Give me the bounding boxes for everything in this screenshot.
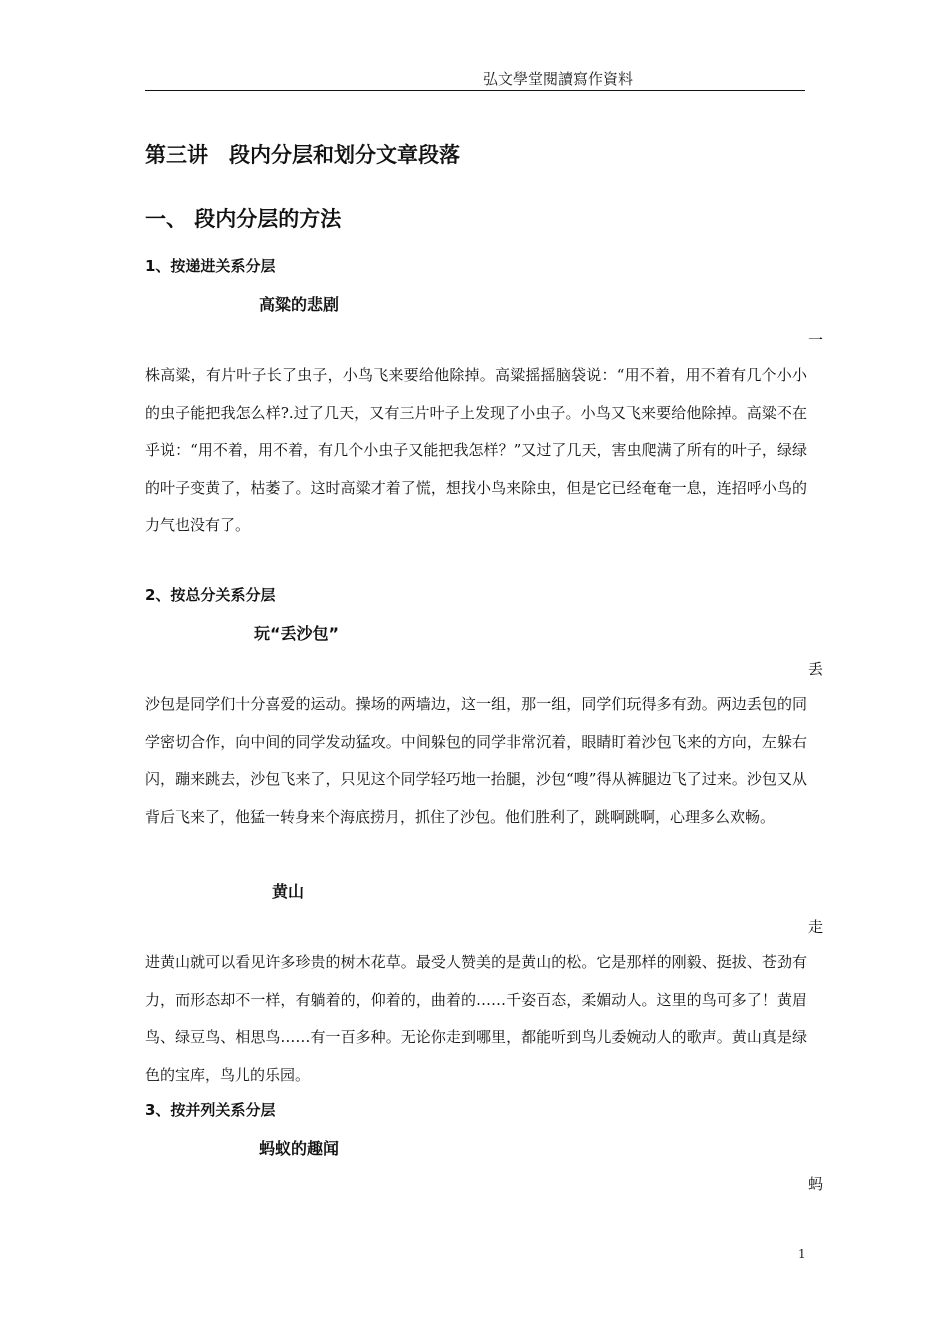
- page-number: 1: [798, 1247, 806, 1261]
- section-title: 一、 段内分层的方法: [145, 207, 342, 231]
- paragraph-first-char: 走: [807, 918, 823, 936]
- essay-title: 蚂蚁的趣闻: [259, 1139, 340, 1158]
- subsection-heading: 3、按并列关系分层: [145, 1101, 276, 1119]
- essay-paragraph: 进黄山就可以看见许多珍贵的树木花草。最受人赞美的是黄山的松。它是那样的刚毅、挺拔、苍劲有力，而形态却不一样，有躺着的，仰着的，曲着的……千姿百态，柔媚动人。这里的鸟可多了！黄眉鸟、绿豆鸟、相思鸟……有一百多种。无论你走到哪里，都能听到鸟儿委婉动人的歌声。黄山真是绿色的宝库，鸟儿的乐园。: [145, 953, 807, 1084]
- paragraph-first-char: 一: [807, 331, 823, 349]
- paragraph-first-char: 蚂: [807, 1175, 823, 1193]
- header-text: 弘文學堂閱讀寫作資料: [483, 70, 634, 88]
- essay-title: 高粱的悲剧: [259, 295, 340, 314]
- essay-title: 玩“丢沙包”: [254, 624, 340, 643]
- essay-paragraph: 沙包是同学们十分喜爱的运动。操场的两墙边，这一组，那一组，同学们玩得多有劲。两边丢包的同学密切合作，向中间的同学发动猛攻。中间躲包的同学非常沉着，眼睛盯着沙包飞来的方向，左躲右闪，蹦来跳去，沙包飞来了，只见这个同学轻巧地一抬腿，沙包“嗖”得从裤腿边飞了过来。沙包又从背后飞来了，他猛一转身来个海底捞月，抓住了沙包。他们胜利了，跳啊跳啊，心理多么欢畅。: [145, 695, 807, 826]
- essay-paragraph: 株高粱，有片叶子长了虫子，小鸟飞来要给他除掉。高粱摇摇脑袋说：“用不着，用不着有几个小小的虫子能把我怎么样?.过了几天，又有三片叶子上发现了小虫子。小鸟又飞来要给他除掉。高粱不在乎说：“用不着，用不着，有几个小虫子又能把我怎样？”又过了几天，害虫爬满了所有的叶子，绿绿的叶子变黄了，枯萎了。这时高粱才着了慌，想找小鸟来除虫，但是它已经奄奄一息，连招呼小鸟的力气也没有了。: [145, 366, 807, 534]
- subsection-heading: 1、按递进关系分层: [145, 257, 276, 275]
- essay-title: 黄山: [272, 882, 305, 901]
- subsection-heading: 2、按总分关系分层: [145, 586, 276, 604]
- page-header: [145, 68, 805, 91]
- paragraph-first-char: 丢: [807, 660, 823, 678]
- lecture-title: 第三讲 段内分层和划分文章段落: [145, 143, 460, 167]
